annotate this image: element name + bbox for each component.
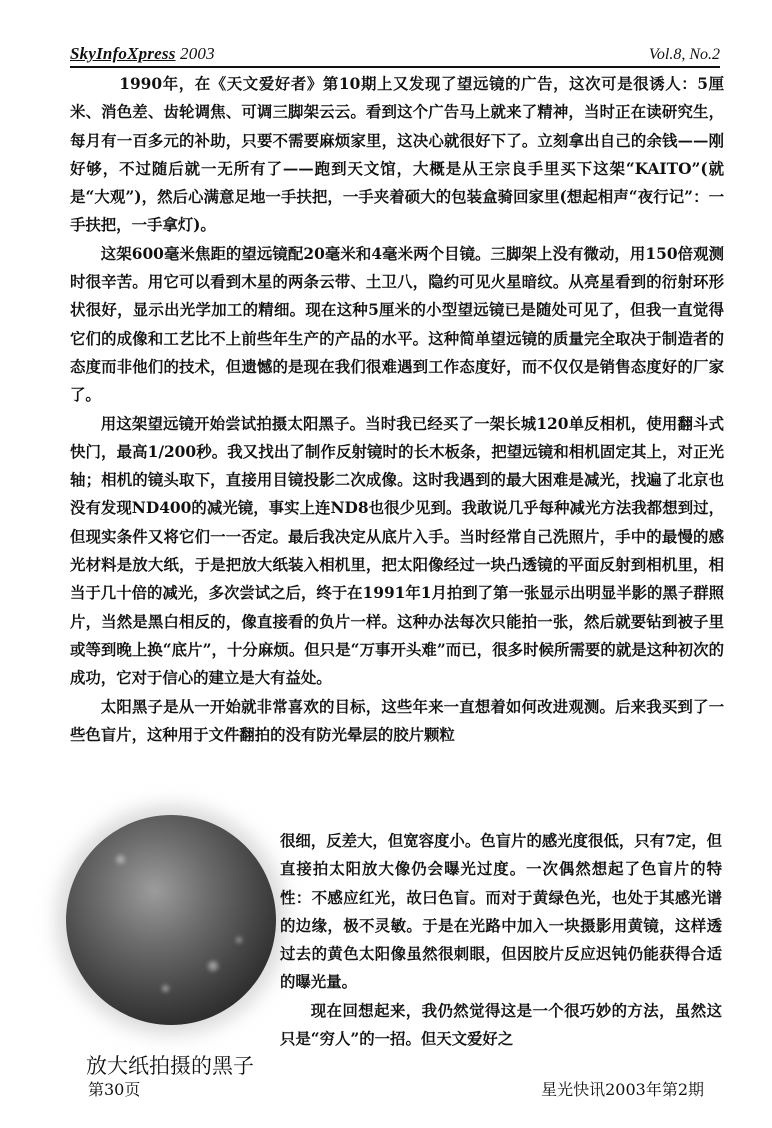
header-rule [70,66,720,68]
paragraph-4: 太阳黑子是从一开始就非常喜欢的目标，这些年来一直想着如何改进观测。后来我买到了一些色盲片，这种用于文件翻拍的没有防光晕层的胶片颗粒 [70,697,724,744]
paragraph-5: 现在回想起来，我仍然觉得这是一个很巧妙的方法，虽然这只是“穷人”的一招。但天文爱好之 [280,1001,722,1049]
paragraph-1: 1990年，在《天文爱好者》第10期上又发现了望远镜的广告，这次可是很诱人：5厘米、消色差、齿轮调焦、可调三脚架云云。看到这个广告马上就来了精神，当时正在读研究生，每月有一百多元的补助，只要不需要麻烦家里，这决心就很好下了。立刻拿出自己的余钱——刚好够，不过随后就一无所有了——跑到天文馆，大概是从王宗良手里买下这架“KAITO”(就是“大观”)，然后心满意足地一手扶把，一手夹着硕大的包装盒骑回家里(想起相声“夜行记”：一手扶把，一手拿灯)。 [70,75,724,235]
paragraph-2: 这架600毫米焦距的望远镜配20毫米和4毫米两个目镜。三脚架上没有微动，用150倍观测时很辛苦。用它可以看到木星的两条云带、土卫八，隐约可见火星暗纹。从亮星看到的衍射环形状很好，显示出光学加工的精细。现在这种5厘米的小型望远镜已是随处可见了，但我一直觉得它们的成像和工艺比不上前些年生产的产品的水平。这种简单望远镜的质量完全取决于制造者的态度而非他们的技术，但遗憾的是现在我们很难遇到工作态度好，而不仅仅是销售态度好的厂家了。 [70,244,724,405]
issue-label: 星光快讯2003年第2期 [541,1080,704,1099]
publication-year: 2003 [180,44,215,63]
publication-name: SkyInfoXpress [70,44,176,63]
page-number: 第30页 [88,1080,141,1099]
sunspot-mark [236,937,242,943]
sunspot-mark [116,855,125,864]
sunspot-photo [66,815,276,1025]
page-header [70,44,720,68]
volume-number: Vol.8, No.2 [648,46,720,63]
wrapped-text [280,827,722,1053]
sunspot-mark [162,985,169,992]
sunspot-mark [208,961,218,971]
paragraph-3: 用这架望远镜开始尝试拍摄太阳黑子。当时我已经买了一架长城120单反相机，使用翻斗式快门，最高1/200秒。我又找出了制作反射镜时的长木板条，把望远镜和相机固定其上，对正光轴；相机的镜头取下，直接用目镜投影二次成像。这时我遇到的最大困难是减光，找遍了北京也没有发现ND400的减光镜，事实上连ND8也很少见到。我敢说几乎每种减光方法我都想到过，但现实条件又将它们一一否定。最后我决定从底片入手。当时经常自己洗照片，手中的最慢的感光材料是放大纸，于是把放大纸装入相机里，把太阳像经过一块凸透镜的平面反射到相机里，相当于几十倍的减光，多次尝试之后，终于在1991年1月拍到了第一张显示出明显半影的黑子群照片，当然是黑白相反的，像直接看的负片一样。这种办法每次只能拍一张，然后就要钻到被子里或等到晚上换“底片”，十分麻烦。但只是“万事开头难”而已，很多时候所需要的就是这种初次的成功，它对于信心的建立是大有益处。 [70,414,724,688]
paragraph-4-continued: 很细，反差大，但宽容度小。色盲片的感光度很低，只有7定，但直接拍太阳放大像仍会曝光过度。一次偶然想起了色盲片的特性：不感应红光，故曰色盲。而对于黄绿色光，也处于其感光谱的边缘，极不灵敏。于是在光路中加入一块摄影用黄镜，这样透过去的黄色太阳像虽然很刺眼，但因胶片反应迟钝仍能获得合适的曝光量。 [280,832,722,992]
figure-caption: 放大纸拍摄的黑子 [86,1054,254,1078]
article-body [70,70,724,749]
publication-title [70,44,215,64]
